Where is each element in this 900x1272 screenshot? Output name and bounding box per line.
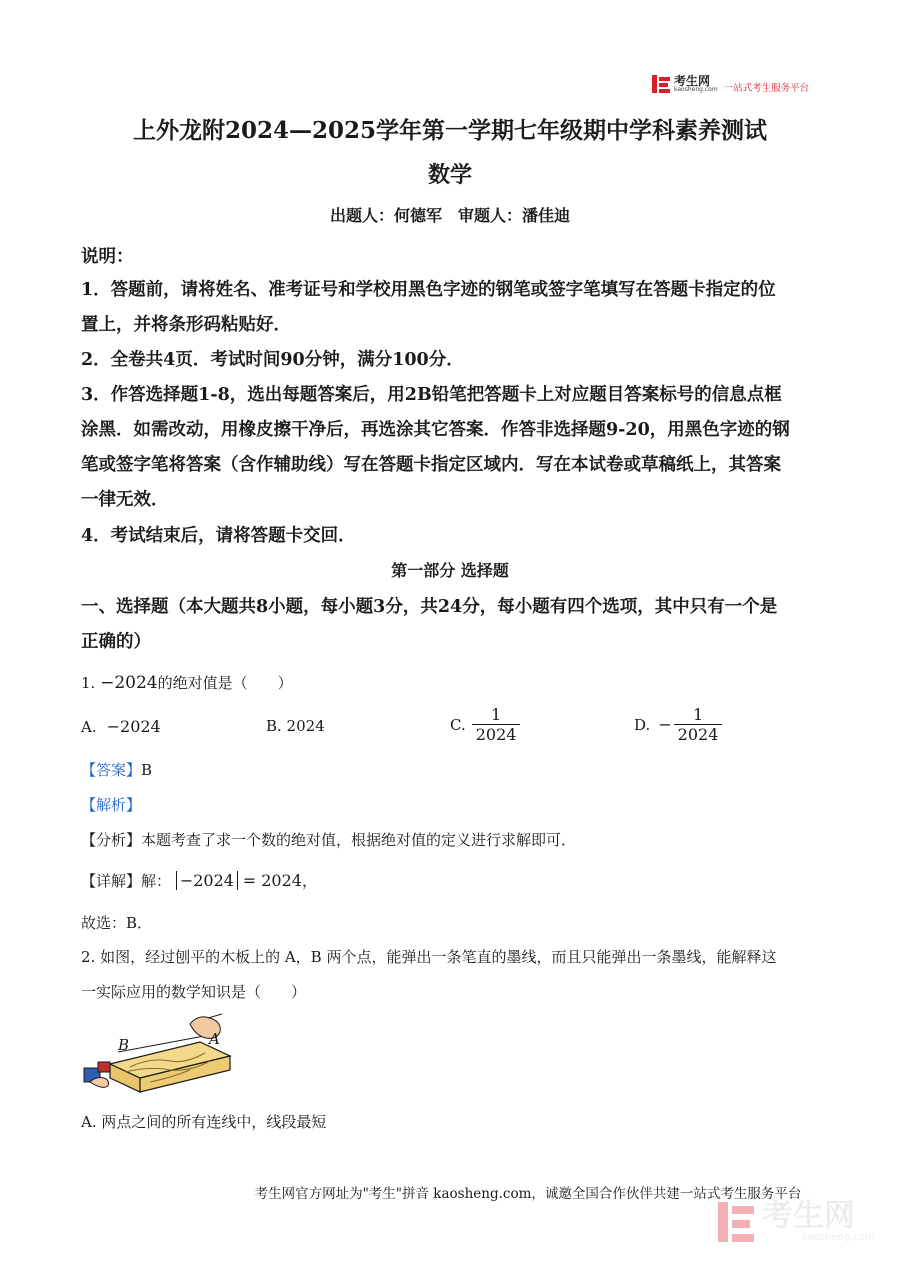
question-2-stem-line1: 2. 如图，经过刨平的木板上的 A，B 两个点，能弹出一条笔直的墨线，而且只能弹出一条墨线，能解释这: [81, 948, 777, 966]
wood-board-illustration: [80, 1012, 240, 1094]
detail-line: [81, 868, 318, 891]
question-2-stem-line2: 一实际应用的数学知识是（ ）: [81, 983, 307, 1001]
instructions-heading: 说明：: [81, 247, 134, 267]
absolute-value-expression: −2024: [176, 871, 238, 890]
exam-subject: 数学: [427, 162, 472, 188]
instruction-line: 4．考试结束后，请将答题卡交回．: [81, 526, 356, 546]
answer-line: [81, 759, 152, 780]
fraction-numerator: 1: [692, 705, 704, 724]
option-c-label: C.: [450, 715, 466, 734]
fraction-denominator: 2024: [674, 724, 723, 744]
option-d-fraction: [674, 706, 723, 743]
fenxi-line: [81, 829, 576, 850]
kaosheng-logo[interactable]: [651, 74, 809, 94]
footer-text: 考生网官方网址为"考生"拼音 kaosheng.com，诚邀全国合作伙伴共建一站式考生服务平台: [254, 1186, 802, 1202]
question-expression: −2024: [100, 673, 158, 693]
option-c-fraction: [472, 706, 521, 743]
option-a[interactable]: [81, 717, 161, 736]
option-b-label: B. 2024: [266, 717, 325, 735]
question-stem-text: 的绝对值是（ ）: [157, 674, 293, 692]
logo-domain: kaosheng.com: [674, 86, 718, 93]
kaosheng-logo-icon: [651, 74, 671, 94]
question-1-stem: [81, 672, 293, 693]
instruction-line: 置上，并将条形码粘贴好．: [81, 315, 291, 335]
figure-label-b: B: [118, 1036, 130, 1054]
detail-prefix: 解：: [141, 872, 172, 890]
option-d-label: D.: [634, 715, 651, 734]
detail-result: = 2024，: [242, 871, 318, 890]
watermark-logo-icon: [716, 1200, 756, 1244]
section-description: 一、选择题（本大题共8小题，每小题3分，共24分，每小题有四个选项，其中只有一个是: [81, 597, 778, 617]
option-d[interactable]: [634, 706, 722, 743]
instruction-line: 2．全卷共4页．考试时间90分钟，满分100分．: [81, 350, 464, 370]
question-2-option-a[interactable]: A. 两点之间的所有连线中，线段最短: [81, 1113, 327, 1131]
figure-label-a: A: [209, 1030, 220, 1048]
option-b[interactable]: [266, 717, 325, 735]
watermark-domain: kaosheng.com: [802, 1232, 875, 1243]
exam-authors: 出题人：何德军 审题人：潘佳迪: [329, 206, 570, 225]
detail-tag: 【详解】: [81, 872, 142, 890]
wood-board-figure: [80, 1012, 240, 1094]
answer-tag: 【答案】: [81, 761, 142, 779]
logo-slogan: 一站式考生服务平台: [723, 83, 810, 94]
kaosheng-watermark: [716, 1200, 875, 1244]
analysis-tag: 【解析】: [81, 796, 142, 814]
instruction-line: 涂黑．如需改动，用橡皮擦干净后，再选涂其它答案．作答非选择题9-20，用黑色字迹的钢: [81, 420, 790, 440]
conclusion-line: 故选：B．: [81, 914, 153, 932]
fenxi-tag: 【分析】: [81, 831, 142, 849]
option-a-value: −2024: [106, 717, 161, 736]
answer-value: B: [141, 761, 153, 779]
option-d-sign: −: [658, 715, 672, 735]
part-heading: 第一部分 选择题: [391, 561, 509, 580]
fenxi-text: 本题考查了求一个数的绝对值，根据绝对值的定义进行求解即可．: [141, 831, 577, 849]
instruction-line: 1．答题前，请将姓名、准考证号和学校用黑色字迹的钢笔或签字笔填写在答题卡指定的位: [81, 280, 776, 300]
watermark-name: 考生网: [762, 1198, 855, 1234]
option-a-label: A.: [81, 717, 97, 736]
instruction-line: 笔或签字笔将答案（含作辅助线）写在答题卡指定区域内．写在本试卷或草稿纸上，其答案: [81, 455, 781, 475]
instruction-line: 一律无效．: [81, 490, 169, 510]
fraction-denominator: 2024: [472, 724, 521, 744]
option-c[interactable]: [450, 706, 520, 743]
question-number: 1.: [81, 674, 96, 692]
logo-text-block: [674, 75, 718, 93]
instruction-line: 3．作答选择题1-8，选出每题答案后，用2B铅笔把答题卡上对应题目答案标号的信息点框: [81, 385, 782, 405]
logo-name: 考生网: [674, 74, 711, 88]
exam-title: 上外龙附2024—2025学年第一学期七年级期中学科素养测试: [132, 117, 768, 144]
section-description: 正确的）: [81, 632, 151, 652]
fraction-numerator: 1: [490, 705, 502, 724]
